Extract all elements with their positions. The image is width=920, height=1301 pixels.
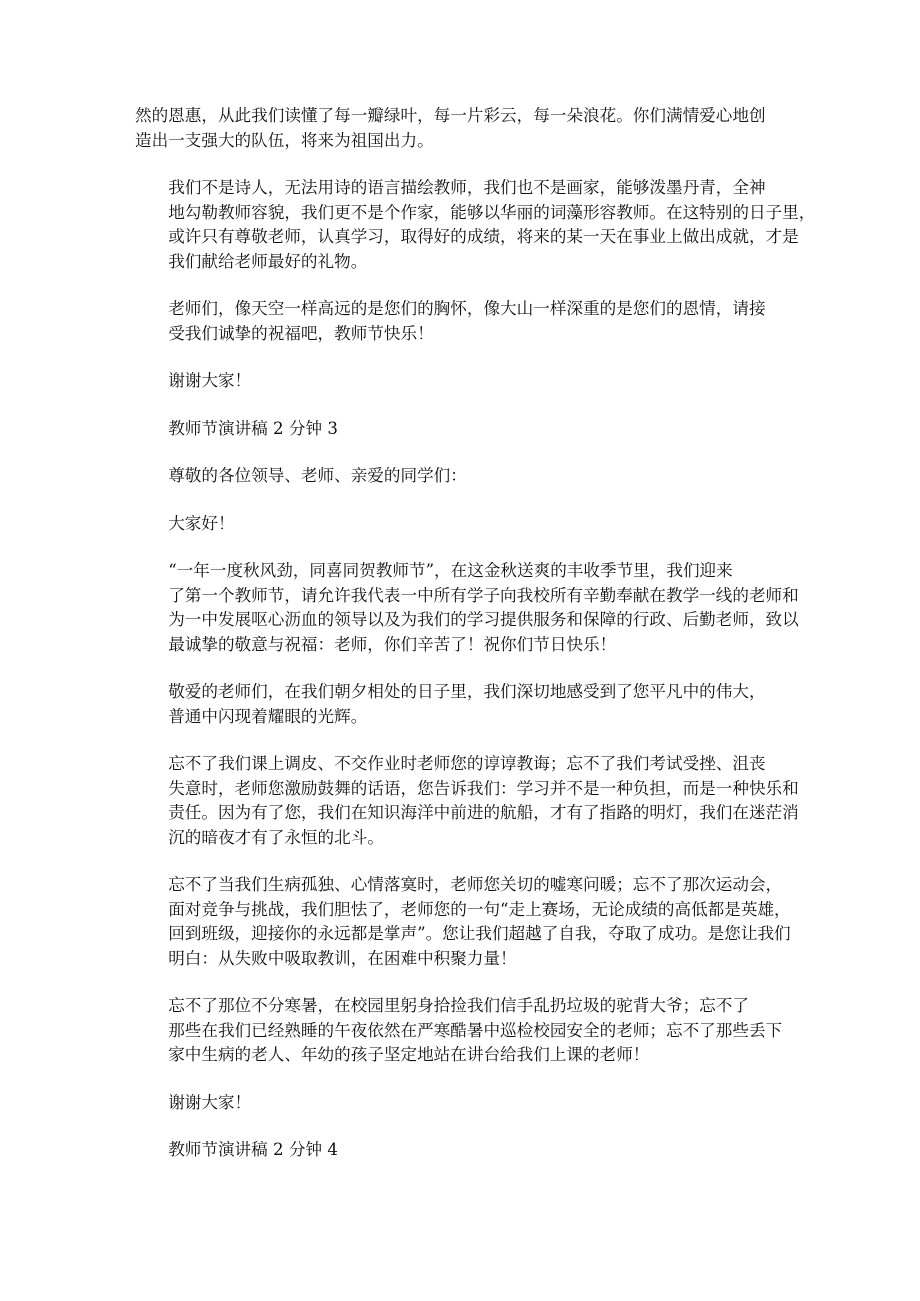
text-line: 老师们，像天空一样高远的是您们的胸怀，像大山一样深重的是您们的恩情，请接	[168, 299, 766, 318]
text-line: 那些在我们已经熟睡的午夜依然在严寒酷暑中巡检校园安全的老师；忘不了那些丢下	[168, 1020, 783, 1040]
text-line: 家中生病的老人、年幼的孩子坚定地站在讲台给我们上课的老师！	[168, 1045, 650, 1064]
paragraph	[135, 994, 785, 1068]
paragraph	[135, 873, 791, 971]
text-line: 地勾勒教师容貌，我们更不是个作家，能够以华丽的词藻形容教师。在这特别的日子里，	[168, 202, 816, 222]
text-line: 谢谢大家！	[168, 1092, 252, 1112]
text-line: 忘不了当我们生病孤独、心情落寞时，老师您关切的嘘寒问暖；忘不了那次运动会，	[168, 875, 783, 894]
text-line: 面对竞争与挑战，我们胆怯了，老师您的一句“走上赛场，无论成绩的高低都是英雄，	[168, 899, 791, 919]
text-line: 回到班级，迎接你的永远都是掌声”。您让我们超越了自我，夺取了成功。是您让我们	[168, 924, 791, 943]
text-line: 谢谢大家！	[168, 371, 252, 390]
paragraph	[135, 369, 785, 394]
text-line: “一年一度秋风劲，同喜同贺教师节”，在这金秋送爽的丰收季节里，我们迎来	[168, 561, 733, 580]
paragraph	[135, 417, 785, 442]
text-line: 明白：从失败中吸取教训，在困难中积聚力量！	[168, 948, 517, 968]
paragraph	[135, 680, 785, 729]
text-line: 然的恩惠，从此我们读懂了每一瓣绿叶，每一片彩云，每一朵浪花。你们满情爱心地创	[135, 106, 766, 125]
paragraph	[135, 176, 816, 274]
text-line: 敬爱的老师们，在我们朝夕相处的日子里，我们深切地感受到了您平凡中的伟大，	[168, 682, 766, 701]
text-line: 责任。因为有了您，我们在知识海洋中前进的航船，才有了指路的明灯，我们在迷茫消	[168, 803, 799, 822]
paragraph	[135, 297, 785, 346]
text-line: 普通中闪现着耀眼的光辉。	[168, 706, 368, 726]
text-line: 我们献给老师最好的礼物。	[168, 251, 368, 271]
text-line: 教师节演讲稿 2 分钟 3	[168, 418, 338, 438]
paragraph	[135, 1091, 785, 1116]
text-line: 沉的暗夜才有了永恒的北斗。	[168, 827, 384, 847]
text-line: 了第一个教师节，请允许我代表一中所有学子向我校所有辛勤奉献在教学一线的老师和	[168, 585, 799, 605]
text-line: 教师节演讲稿 2 分钟 4	[168, 1140, 338, 1159]
text-line: 忘不了我们课上调皮、不交作业时老师您的谆谆教诲；忘不了我们考试受挫、沮丧	[168, 754, 766, 773]
document-body	[135, 104, 816, 1186]
paragraph	[135, 104, 785, 153]
text-line: 受我们诚挚的祝福吧，教师节快乐！	[168, 323, 434, 343]
text-line: 我们不是诗人，无法用诗的语言描绘教师，我们也不是画家，能够泼墨丹青，全神	[168, 178, 766, 197]
paragraph	[135, 512, 785, 537]
text-line: 失意时，老师您激励鼓舞的话语，您告诉我们：学习并不是一种负担，而是一种快乐和	[168, 778, 799, 798]
text-line: 造出一支强大的队伍，将来为祖国出力。	[135, 130, 434, 150]
text-line: 尊敬的各位领导、老师、亲爱的同学们：	[168, 466, 467, 485]
text-line: 忘不了那位不分寒暑，在校园里躬身拾捡我们信手乱扔垃圾的驼背大爷；忘不了	[168, 996, 749, 1015]
text-line: 为一中发展呕心沥血的领导以及为我们的学习提供服务和保障的行政、后勤老师，致以	[168, 610, 799, 629]
paragraph	[135, 1138, 785, 1163]
text-line: 大家好！	[168, 513, 235, 533]
text-line: 最诚挚的敬意与祝福：老师，你们辛苦了！祝你们节日快乐！	[168, 634, 617, 654]
paragraph	[135, 559, 799, 657]
paragraph	[135, 752, 799, 850]
text-line: 或许只有尊敬老师，认真学习，取得好的成绩，将来的某一天在事业上做出成就，才是	[168, 227, 799, 246]
paragraph	[135, 464, 785, 489]
